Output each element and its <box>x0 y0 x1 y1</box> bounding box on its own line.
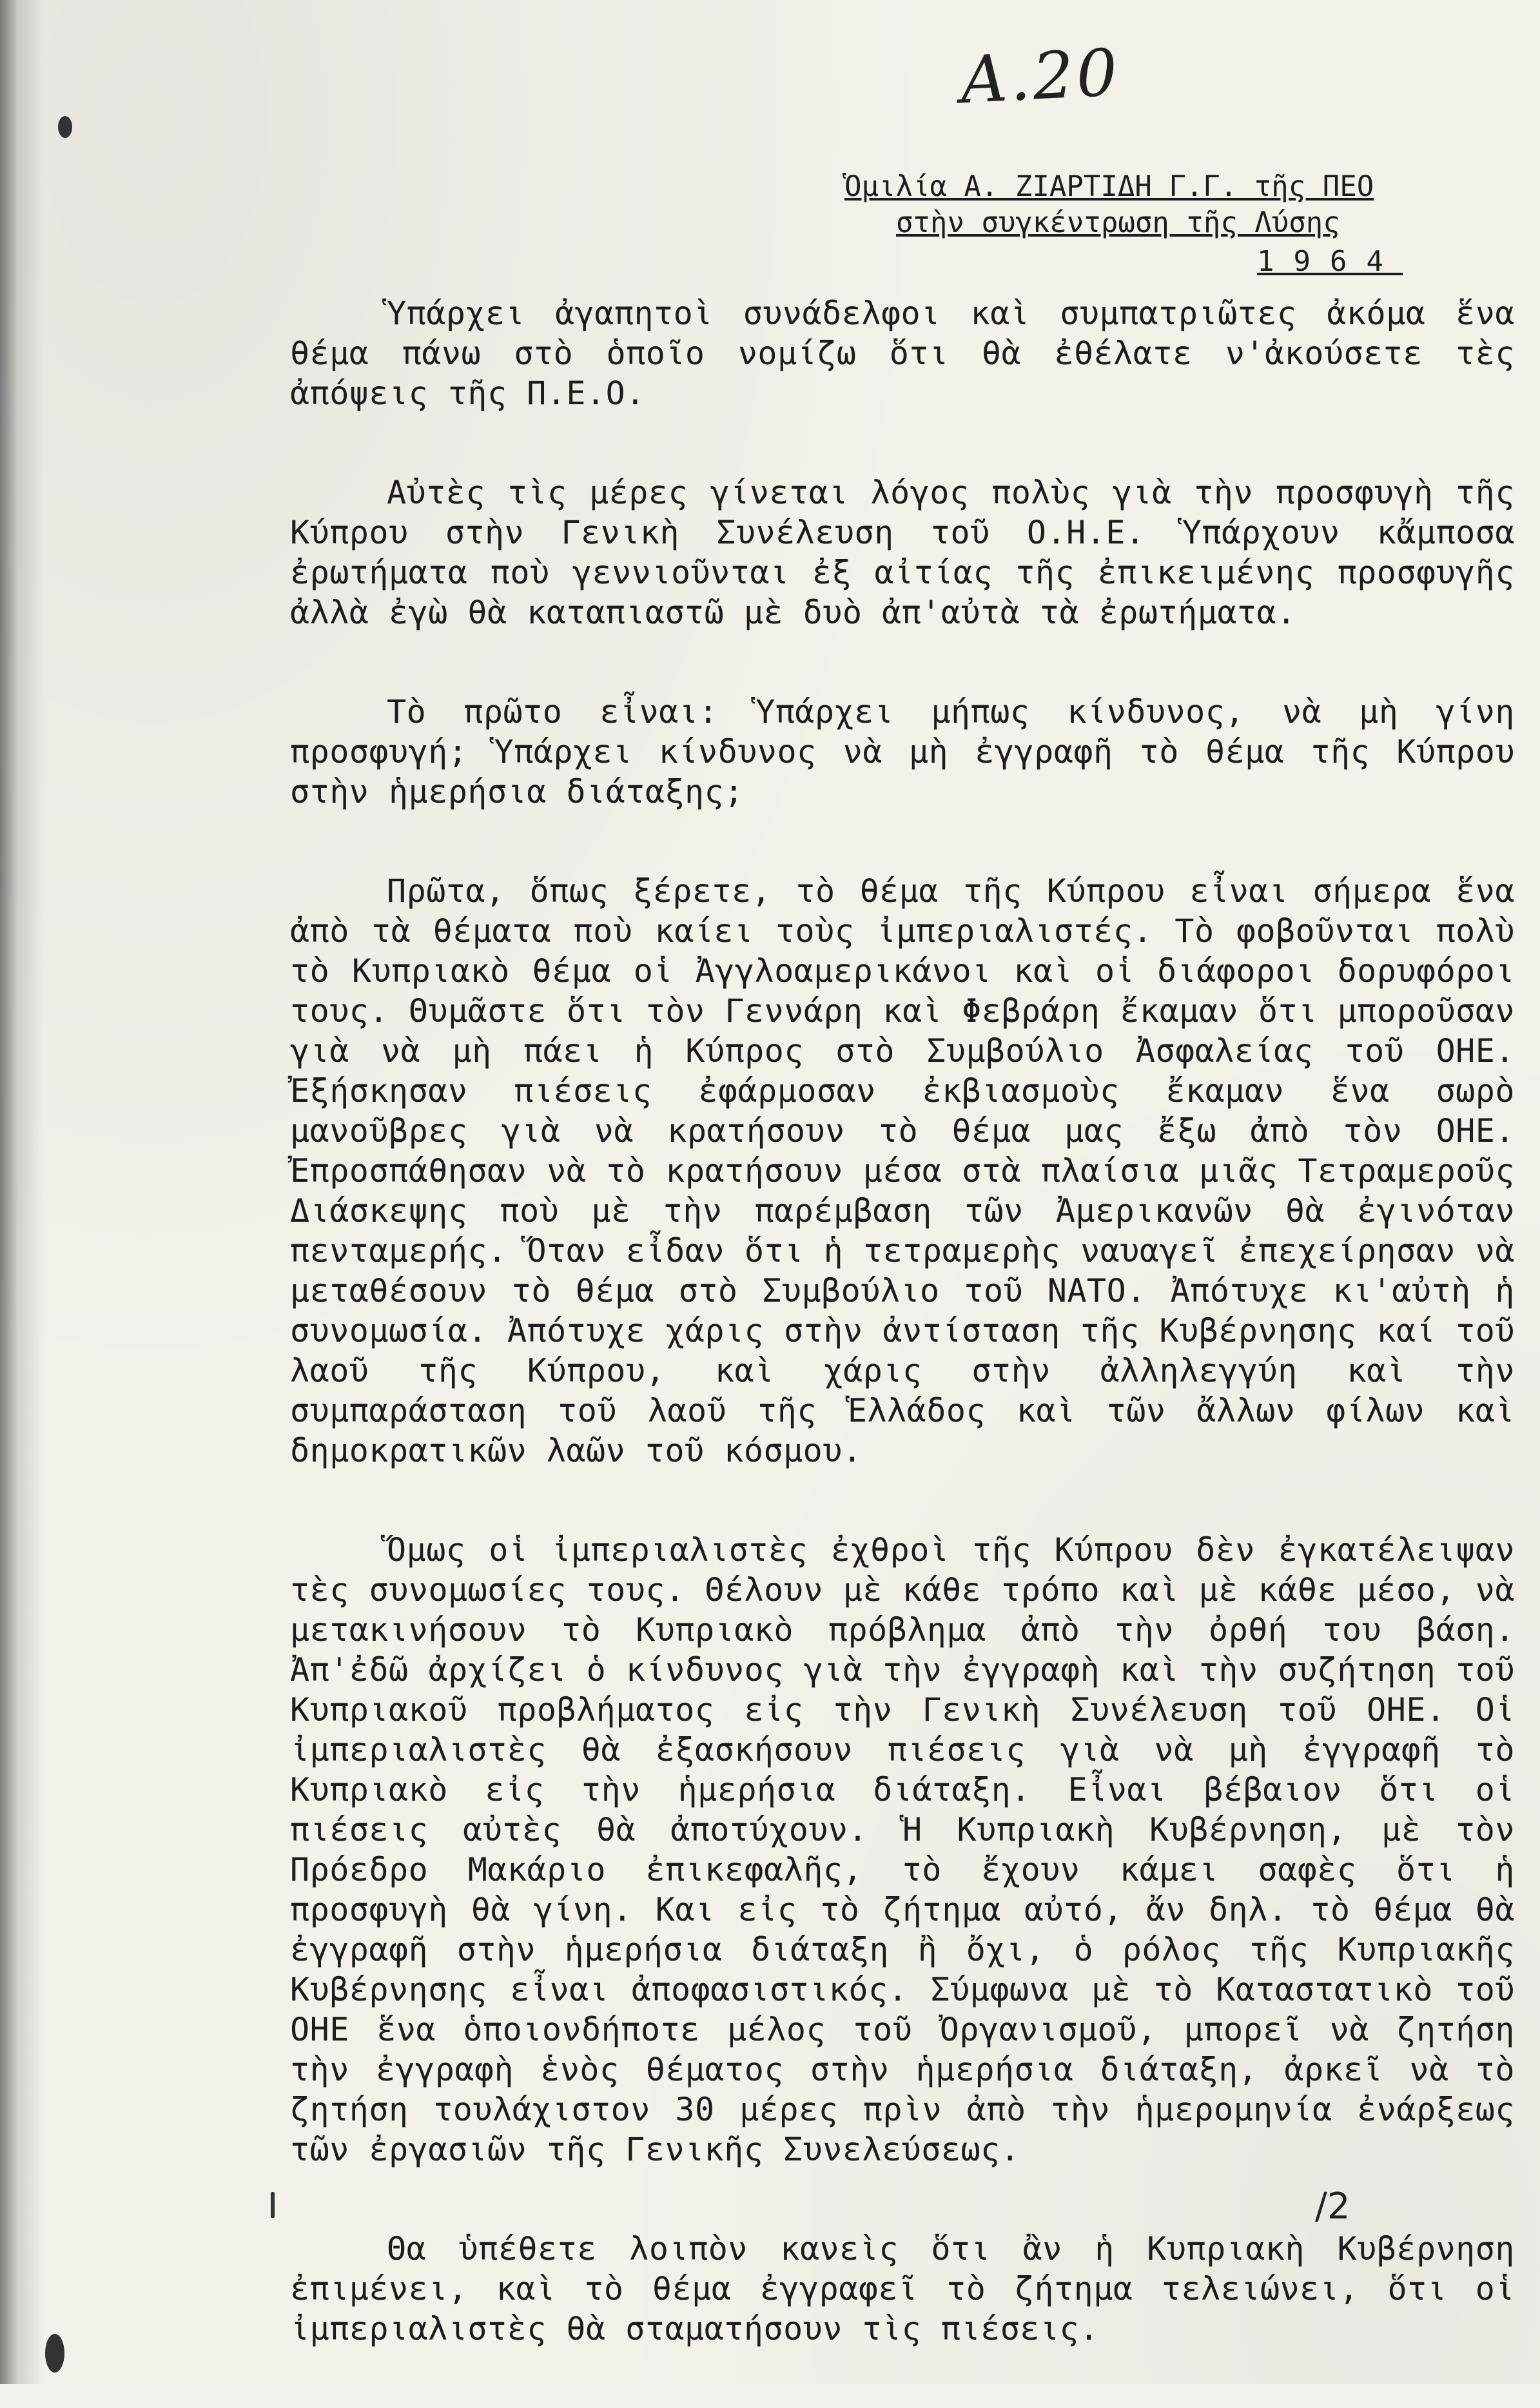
document-header <box>844 169 1489 280</box>
header-year: 1964 <box>1257 245 1403 278</box>
header-title: Ὁμιλία Α. ΖΙΑΡΤΙΔΗ Γ.Γ. τῆς ΠΕΟ <box>844 170 1374 203</box>
paragraph: Αὐτὲς τὶς μέρες γίνεται λόγος πολὺς γιὰ τὴν προσφυγὴ τῆς Κύπρου στὴν Γενικὴ Συνέλευση τοῦ Ο.Η.Ε. Ὑπάρχουν κἄμποσα ἐρωτήματα ποὺ γεννιοῦνται ἐξ αἰτίας τῆς ἐπικειμένης προσφυγῆς ἀλλὰ ἐγὼ θὰ καταπιαστῶ μὲ δυὸ ἀπ'αὐτὰ τὰ ἐρωτήματα. <box>290 474 1515 631</box>
scan-speck <box>58 116 72 138</box>
page-continuation-marker: /2 <box>1315 2186 1350 2227</box>
paragraph: Ὅμως οἱ ἰμπεριαλιστὲς ἐχθροὶ τῆς Κύπρου δὲν ἐγκατέλειψαν τὲς συνομωσίες τους. Θέλουν μὲ κάθε τρόπο καὶ μὲ κάθε μέσο, νὰ μετακινήσουν τὸ Κυπριακὸ πρόβλημα ἀπὸ τὴν ὀρθή του βάση. Ἀπ'ἐδῶ ἀρχίζει ὁ κίνδυνος γιὰ τὴν ἐγγραφὴ καὶ τὴν συζήτηση τοῦ Κυπριακοῦ προβλήματος εἰς τὴν Γενικὴ Συνέλευση τοῦ ΟΗΕ. Οἱ ἰμπεριαλιστὲς θὰ ἐξασκήσουν πιέσεις γιὰ νὰ μὴ ἐγγραφῆ τὸ Κυπριακὸ εἰς τὴν ἡμερήσια διάταξη. Εἶναι βέβαιον ὅτι οἱ πιέσεις αὐτὲς θὰ ἀποτύχουν. Ἡ Κυπριακὴ Κυβέρνηση, μὲ τὸν Πρόεδρο Μακάριο ἐπικεφαλῆς, τὸ ἔχουν κάμει σαφὲς ὅτι ἡ προσφυγὴ θὰ γίνη. Και εἰς τὸ ζήτημα αὐτό, ἄν δηλ. τὸ θέμα θὰ ἐγγραφῆ στὴν ἡμερήσια διάταξη ἢ ὄχι, ὁ ρόλος τῆς Κυπριακῆς Κυβέρνησης εἶναι ἀποφασιστικός. Σύμφωνα μὲ τὸ Καταστατικὸ τοῦ ΟΗΕ ἕνα ὁποιονδήποτε μέλος τοῦ Ὀργανισμοῦ, μπορεῖ νὰ ζητήση τὴν ἐγγραφὴ ἑνὸς θέματος στὴν ἡμερήσια διάταξη, ἀρκεῖ νὰ τὸ ζητήση τουλάχιστον 30 μέρες πρὶν ἀπὸ τὴν ἡμερομηνία ἐνάρξεως τῶν ἐργασιῶν τῆς Γενικῆς Συνελεύσεως. <box>290 1531 1515 2168</box>
scan-speck <box>45 2334 64 2373</box>
scan-edge-shadow <box>0 0 45 2384</box>
paragraph: Πρῶτα, ὅπως ξέρετε, τὸ θέμα τῆς Κύπρου εἶναι σήμερα ἕνα ἀπὸ τὰ θέματα ποὺ καίει τοὺς ἰμπεριαλιστές. Τὸ φοβοῦνται πολὺ τὸ Κυπριακὸ θέμα οἱ Ἀγγλοαμερικάνοι καὶ οἱ διάφοροι δορυφόροι τους. Θυμᾶστε ὅτι τὸν Γεννάρη καὶ Φεβράρη ἔκαμαν ὅτι μποροῦσαν γιὰ νὰ μὴ πάει ἡ Κύπρος στὸ Συμβούλιο Ἀσφαλείας τοῦ ΟΗΕ. Ἐξήσκησαν πιέσεις ἐφάρμοσαν ἐκβιασμοὺς ἔκαμαν ἕνα σωρὸ μανοῦβρες γιὰ νὰ κρατήσουν τὸ θέμα μας ἔξω ἀπὸ τὸν ΟΗΕ. Ἐπροσπάθησαν νὰ τὸ κρατήσουν μέσα στὰ πλαίσια μιᾶς Τετραμεροῦς Διάσκεψης ποὺ μὲ τὴν παρέμβαση τῶν Ἀμερικανῶν θὰ ἐγινόταν πενταμερής. Ὅταν εἶδαν ὅτι ἡ τετραμερὴς ναυαγεῖ ἐπεχείρησαν νὰ μεταθέσουν τὸ θέμα στὸ Συμβούλιο τοῦ ΝΑΤΟ. Ἀπότυχε κι'αὐτὴ ἡ συνομωσία. Ἀπότυχε χάρις στὴν ἀντίσταση τῆς Κυβέρνησης καί τοῦ λαοῦ τῆς Κύπρου, καὶ χάρις στὴν ἀλληλεγγύη καὶ τὴν συμπαράσταση τοῦ λαοῦ τῆς Ἑλλάδος καὶ τῶν ἄλλων φίλων καὶ δημοκρατικῶν λαῶν τοῦ κόσμου. <box>290 872 1515 1469</box>
paragraph: Θα ὑπέθετε λοιπὸν κανεὶς ὅτι ἂν ἡ Κυπριακὴ Κυβέρνηση ἐπιμένει, καὶ τὸ θέμα ἐγγραφεῖ τὸ ζήτημα τελειώνει, ὅτι οἱ ἰμπεριαλιστὲς θὰ σταματήσουν τὶς πιέσεις. <box>290 2230 1515 2347</box>
scan-speck <box>271 2192 275 2218</box>
header-subtitle: στὴν συγκέντρωση τῆς Λύσης <box>896 206 1340 239</box>
paragraph: Τὸ πρῶτο εἶναι: Ὑπάρχει μήπως κίνδυνος, νὰ μὴ γίνη προσφυγή; Ὑπάρχει κίνδυνος νὰ μὴ ἐγγραφῆ τὸ θέμα τῆς Κύπρου στὴν ἡμερήσια διάταξης; <box>290 693 1515 810</box>
document-body <box>290 293 1515 2408</box>
handwritten-archive-id: A.20 <box>959 34 1122 119</box>
paragraph: Ὑπάρχει ἀγαπητοὶ συνάδελφοι καὶ συμπατριῶτες ἀκόμα ἕνα θέμα πάνω στὸ ὁποῖο νομίζω ὅτι θὰ ἐθέλατε ν'ἀκούσετε τὲς ἀπόψεις τῆς Π.Ε.Ο. <box>290 295 1515 412</box>
